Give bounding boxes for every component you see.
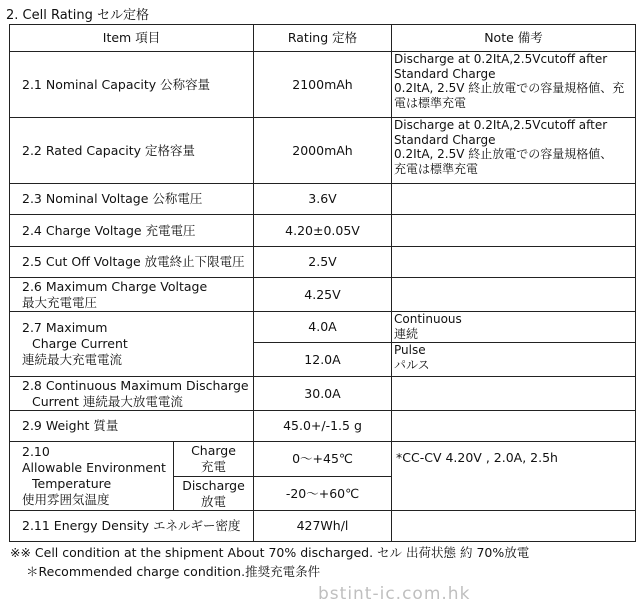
rating-cell: 2.5V [254, 247, 392, 278]
table-row [10, 52, 636, 118]
note-cell [392, 247, 636, 278]
note-cell [392, 184, 636, 215]
rating-cell-discharge: -20～+60℃ [254, 477, 392, 511]
discharge-label-cell: Discharge 放電 [174, 477, 254, 511]
note-cell: *CC-CV 4.20V , 2.0A, 2.5h [392, 442, 636, 511]
charge-label-cell: Charge 充電 [174, 442, 254, 477]
column-header-note: Note 備考 [392, 25, 636, 52]
table-row [10, 215, 636, 247]
table-header-row [10, 25, 636, 52]
rating-cell: 2100mAh [254, 52, 392, 118]
item-cell: 2.5 Cut Off Voltage 放電終止下限電圧 [10, 247, 254, 278]
item-cell: 2.3 Nominal Voltage 公称電圧 [10, 184, 254, 215]
note-cell [392, 511, 636, 542]
note-cell [392, 377, 636, 411]
column-header-item: Item 項目 [10, 25, 254, 52]
table-row [10, 278, 636, 312]
rating-cell-continuous: 4.0A [254, 312, 392, 343]
note-cell: Discharge at 0.2ItA,2.5Vcutoff after Standard Charge 0.2ItA, 2.5V 終止放電での容量規格値、充 電は標準充電 [392, 52, 636, 118]
item-cell: 2.9 Weight 質量 [10, 411, 254, 442]
rating-cell: 30.0A [254, 377, 392, 411]
recommended-charge-note: ＊Recommended charge condition.推奨充電条件 [26, 564, 321, 579]
note-cell-pulse: Pulse パルス [392, 343, 636, 377]
table-row [10, 247, 636, 278]
rating-cell: 4.20±0.05V [254, 215, 392, 247]
section-heading: 2. Cell Rating セル定格 [6, 8, 150, 23]
note-cell [392, 411, 636, 442]
item-cell: 2.6 Maximum Charge Voltage 最大充電電圧 [10, 278, 254, 312]
shipment-condition-note: ※※ Cell condition at the shipment About 70% discharged. セル 出荷状態 約 70%放電 [10, 545, 530, 560]
rating-cell: 45.0+/-1.5 g [254, 411, 392, 442]
item-cell: 2.11 Energy Density エネルギー密度 [10, 511, 254, 542]
table-row [10, 184, 636, 215]
item-cell: 2.2 Rated Capacity 定格容量 [10, 118, 254, 184]
item-cell: 2.10 Allowable Environment Temperature 使用雰囲気温度 [10, 442, 174, 511]
cell-rating-table [9, 24, 636, 542]
table-row [10, 377, 636, 411]
note-cell [392, 215, 636, 247]
rating-cell-pulse: 12.0A [254, 343, 392, 377]
table-row [10, 411, 636, 442]
watermark: bstint-ic.com.hk [318, 584, 471, 604]
rating-cell: 3.6V [254, 184, 392, 215]
table-row [10, 312, 636, 343]
item-cell: 2.1 Nominal Capacity 公称容量 [10, 52, 254, 118]
table-row [10, 511, 636, 542]
rating-cell: 2000mAh [254, 118, 392, 184]
table-row [10, 442, 636, 477]
column-header-rating: Rating 定格 [254, 25, 392, 52]
table-row [10, 118, 636, 184]
note-cell: Discharge at 0.2ItA,2.5Vcutoff after Standard Charge 0.2ItA, 2.5V 終止放電での容量規格値、 充電は標準充電 [392, 118, 636, 184]
note-cell [392, 278, 636, 312]
item-cell: 2.8 Continuous Maximum Discharge Current 連続最大放電電流 [10, 377, 254, 411]
item-cell: 2.7 Maximum Charge Current 連続最大充電電流 [10, 312, 254, 377]
rating-cell: 427Wh/l [254, 511, 392, 542]
item-cell: 2.4 Charge Voltage 充電電圧 [10, 215, 254, 247]
rating-cell-charge: 0～+45℃ [254, 442, 392, 477]
note-cell-continuous: Continuous 連続 [392, 312, 636, 343]
rating-cell: 4.25V [254, 278, 392, 312]
